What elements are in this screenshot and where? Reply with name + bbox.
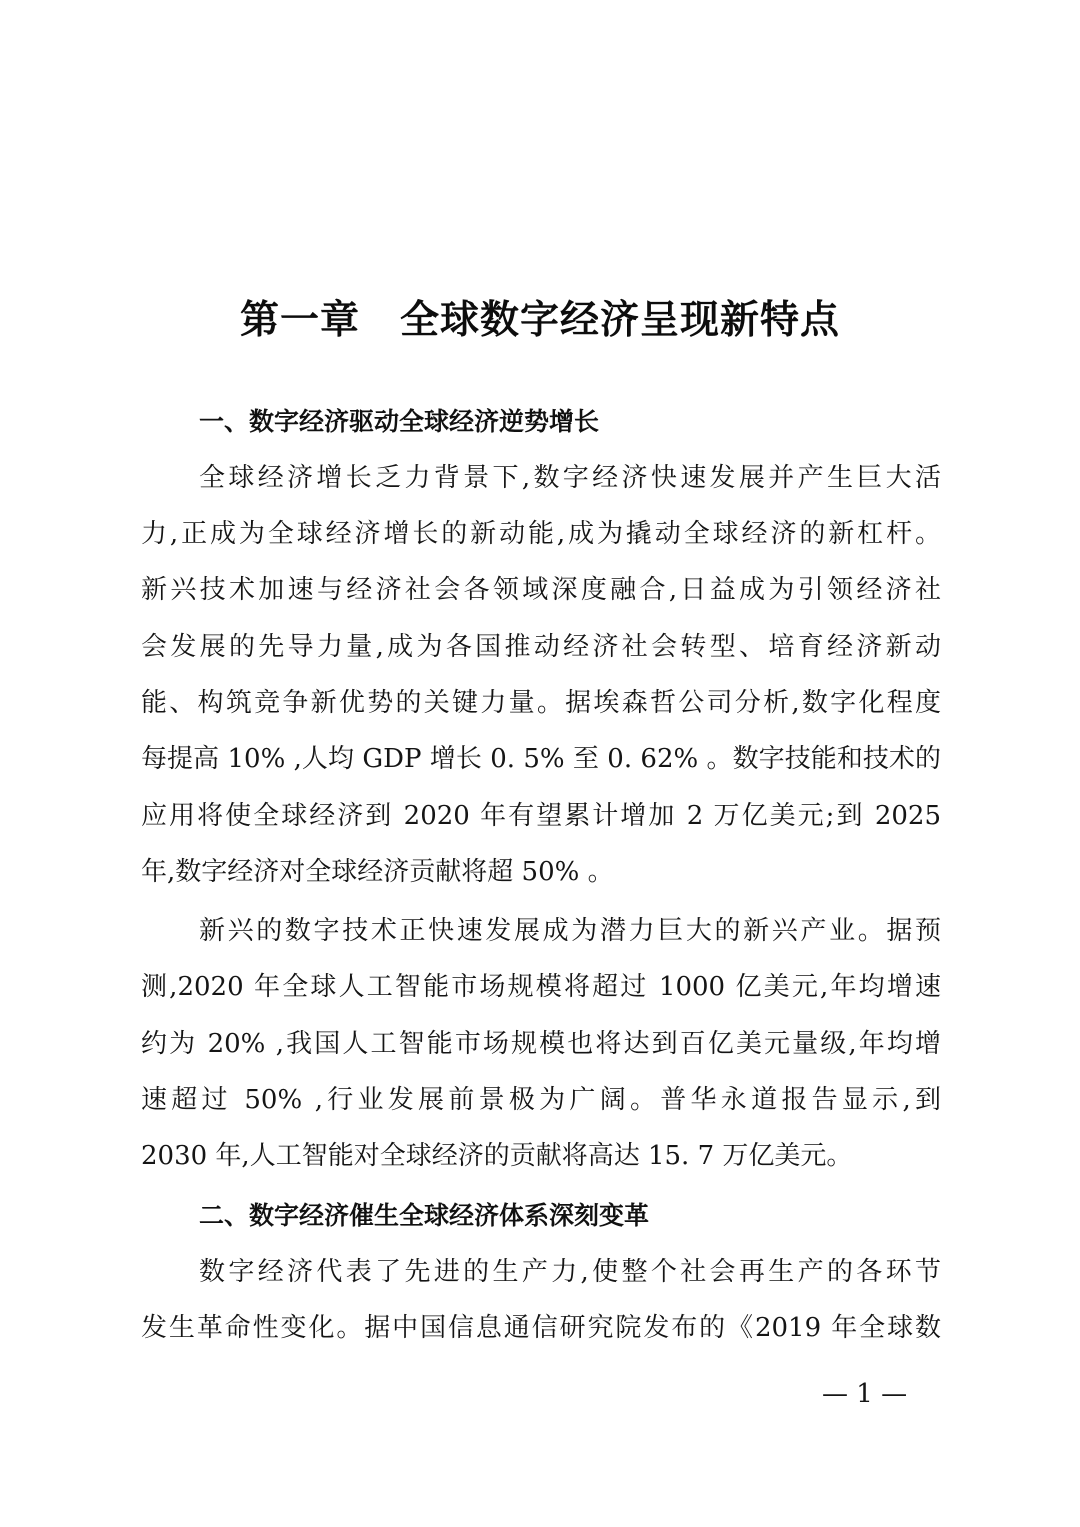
paragraph-line: 新兴技术加速与经济社会各领域深度融合,日益成为引领经济社: [141, 575, 941, 605]
paragraph-line: 全球经济增长乏力背景下,数字经济快速发展并产生巨大活: [199, 463, 941, 493]
paragraph-line: 数字经济代表了先进的生产力,使整个社会再生产的各环节: [199, 1257, 941, 1287]
paragraph-line: 2030 年,人工智能对全球经济的贡献将高达 15. 7 万亿美元。: [141, 1141, 853, 1171]
section-heading-1: 一、数字经济驱动全球经济逆势增长: [199, 407, 600, 436]
paragraph-line: 能、构筑竞争新优势的关键力量。据埃森哲公司分析,数字化程度: [141, 688, 941, 718]
section-heading-2: 二、数字经济催生全球经济体系深刻变革: [199, 1201, 650, 1230]
paragraph-line: 速超过 50% ,行业发展前景极为广阔。普华永道报告显示,到: [141, 1085, 941, 1115]
paragraph-line: 应用将使全球经济到 2020 年有望累计增加 2 万亿美元;到 2025: [141, 801, 941, 831]
paragraph-line: 会发展的先导力量,成为各国推动经济社会转型、培育经济新动: [141, 632, 941, 662]
paragraph-line: 年,数字经济对全球经济贡献将超 50% 。: [141, 857, 614, 887]
paragraph-line: 每提高 10% ,人均 GDP 增长 0. 5% 至 0. 62% 。数字技能和技术的: [141, 744, 941, 774]
paragraph-line: 力,正成为全球经济增长的新动能,成为撬动全球经济的新杠杆。: [141, 519, 941, 549]
page-number: — 1 —: [822, 1379, 908, 1409]
chapter-title: 第一章 全球数字经济呈现新特点: [239, 297, 840, 343]
paragraph-line: 新兴的数字技术正快速发展成为潜力巨大的新兴产业。据预: [199, 916, 941, 946]
paragraph-line: 约为 20% ,我国人工智能市场规模也将达到百亿美元量级,年均增: [141, 1029, 941, 1059]
paragraph-line: 测,2020 年全球人工智能市场规模将超过 1000 亿美元,年均增速: [141, 972, 941, 1002]
paragraph-line: 发生革命性变化。据中国信息通信研究院发布的《2019 年全球数: [141, 1313, 941, 1343]
